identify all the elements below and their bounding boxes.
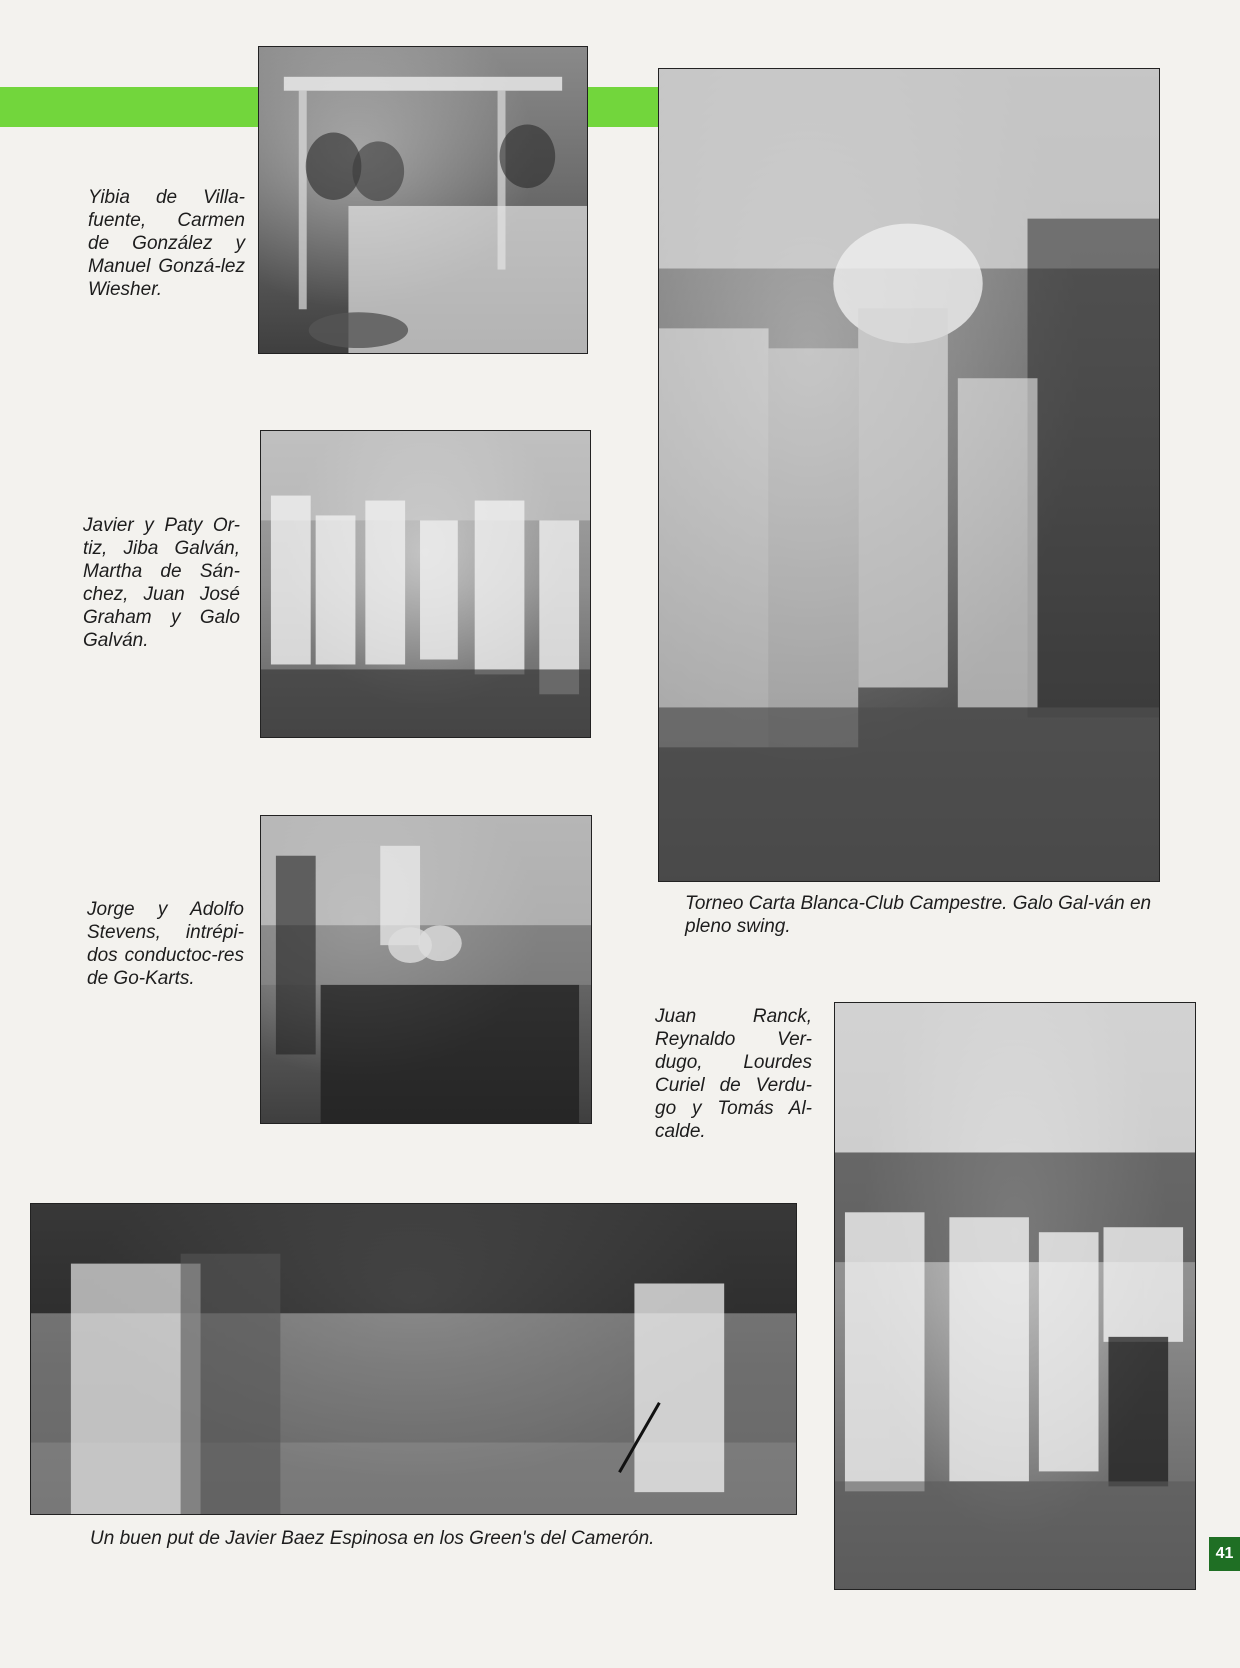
green-band-right [588,87,658,127]
photo-gokarts [260,815,592,1124]
caption-gokarts: Jorge y Adolfo Stevens, intrépi-dos conductoc-res de Go-Karts. [87,899,244,989]
photo-four-people [834,1002,1196,1590]
green-band-left [0,87,258,127]
photo-swing [658,68,1160,882]
caption-four-people: Juan Ranck, Reynaldo Ver-dugo, Lourdes Curiel de Verdu-go y Tomás Al-calde. [655,1006,812,1142]
page-number: 41 [1209,1537,1240,1571]
photo-putt [30,1203,797,1515]
caption-group-six: Javier y Paty Or-tiz, Jiba Galván, Martha de Sán-chez, Juan José Graham y Galo Galván. [83,515,240,651]
photo-golf-cart [258,46,588,354]
caption-swing: Torneo Carta Blanca-Club Campestre. Galo Gal-ván en pleno swing. [685,893,1152,937]
caption-putt: Un buen put de Javier Baez Espinosa en los Green's del Camerón. [90,1528,655,1549]
photo-group-six [260,430,591,738]
caption-cart: Yibia de Villa-fuente, Carmen de González y Manuel Gonzá-lez Wiesher. [88,187,245,300]
